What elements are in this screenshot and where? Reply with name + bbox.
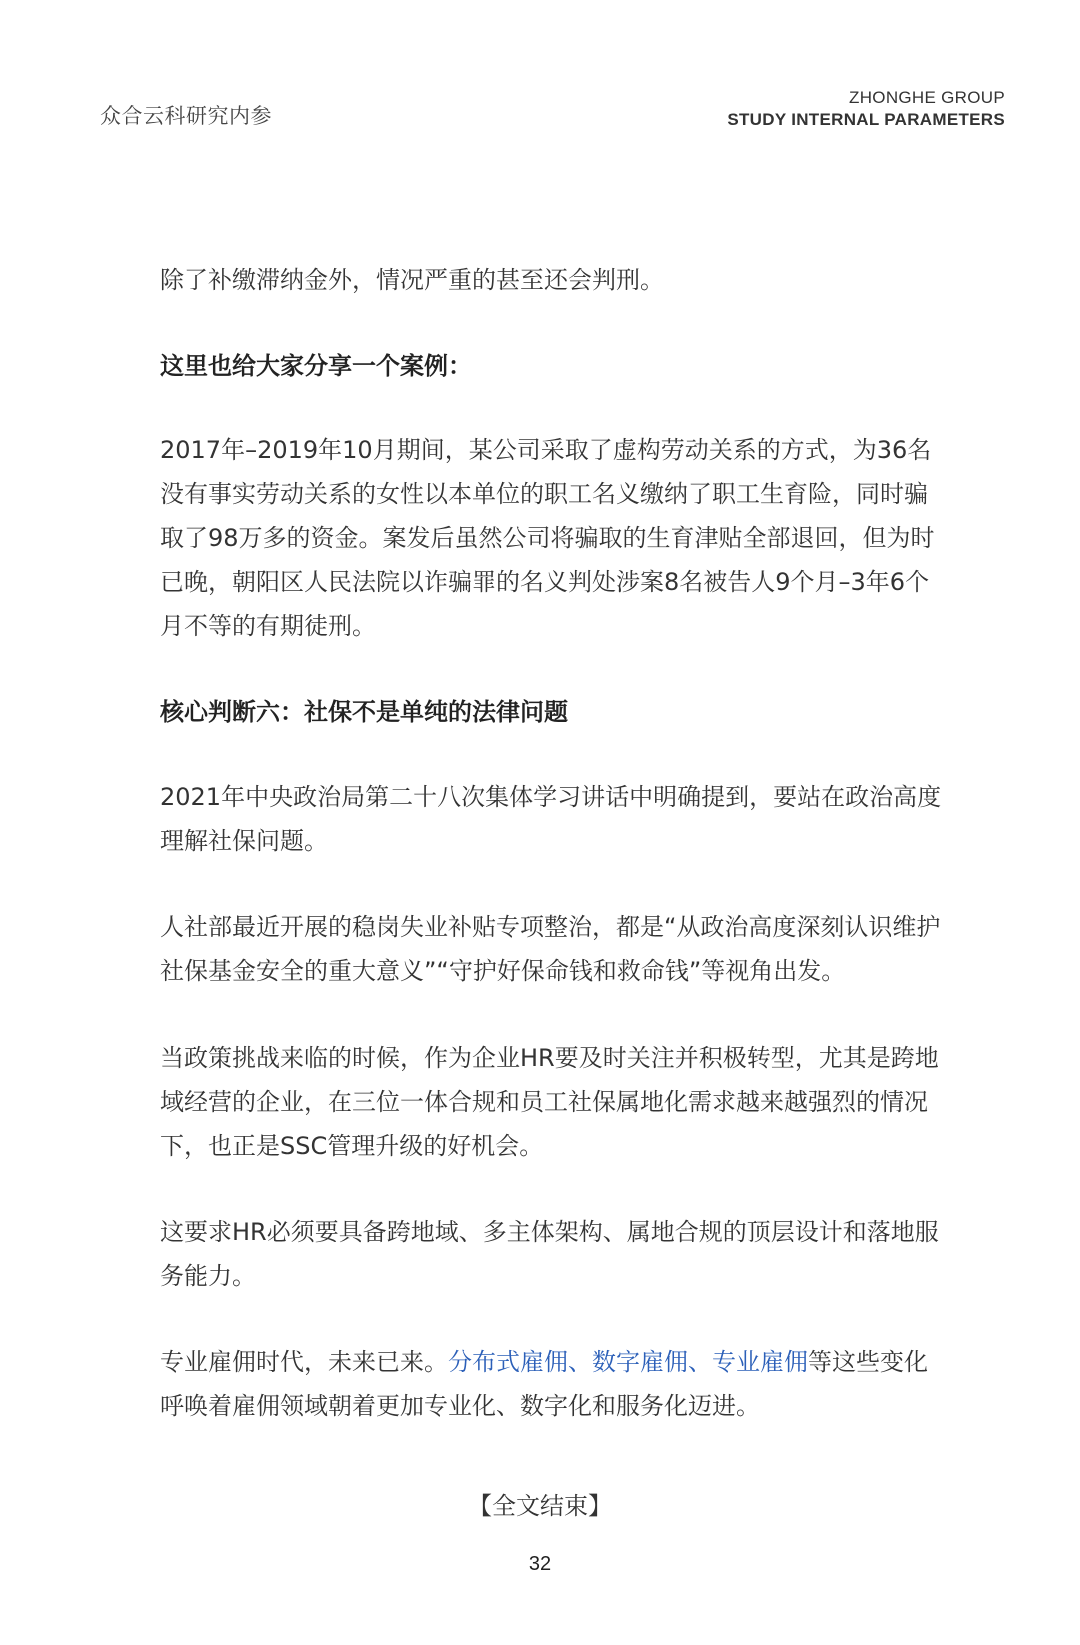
brand-name: ZHONGHE GROUP	[849, 88, 1005, 107]
publication-title: 众合云科研究内参	[100, 104, 272, 128]
employment-types-link[interactable]: 分布式雇佣、数字雇佣、专业雇佣	[448, 1348, 808, 1376]
paragraph-text-end: 等这些变化呼唤着雇佣领域朝着更加专业化、数字化和服务化迈进。	[160, 1348, 928, 1420]
page-number: 32	[528, 1553, 552, 1575]
end-of-article-mark: 【全文结束】	[468, 1492, 612, 1520]
brand-subtitle: STUDY INTERNAL PARAMETERS	[727, 110, 1005, 129]
section-heading: 核心判断六：社保不是单纯的法律问题	[160, 698, 568, 726]
case-heading: 这里也给大家分享一个案例：	[160, 352, 472, 380]
paragraph-penalty: 除了补缴滞纳金外，情况严重的甚至还会判刑。	[160, 266, 664, 294]
paragraph-hr-transition: 当政策挑战来临的时候，作为企业HR要及时关注并积极转型，尤其是跨地域经营的企业，在三位一体合规和员工社保属地化需求越来越强烈的情况下，也正是SSC管理升级的好机会。	[160, 1044, 939, 1160]
paragraph-text-start: 专业雇佣时代，未来已来。	[160, 1348, 448, 1376]
paragraph-politburo: 2021年中央政治局第二十八次集体学习讲话中明确提到，要站在政治高度理解社保问题。	[160, 783, 942, 855]
paragraph-case: 2017年–2019年10月期间，某公司采取了虚构劳动关系的方式，为36名没有事实劳动关系的女性以本单位的职工名义缴纳了职工生育险，同时骗取了98万多的资金。案发后虽然公司将骗取的生育津贴全部退回，但为时已晚，朝阳区人民法院以诈骗罪的名义判处涉案8名被告人9个月–3年6个月不等的有期徒刑。	[160, 436, 935, 640]
brand-header	[727, 87, 1005, 131]
paragraph-ministry: 人社部最近开展的稳岗失业补贴专项整治，都是“从政治高度深刻认识维护社保基金安全的重大意义”“守护好保命钱和救命钱”等视角出发。	[160, 913, 941, 985]
paragraph-employment-era	[160, 1340, 950, 1428]
paragraph-hr-capability: 这要求HR必须要具备跨地域、多主体架构、属地合规的顶层设计和落地服务能力。	[160, 1218, 939, 1290]
